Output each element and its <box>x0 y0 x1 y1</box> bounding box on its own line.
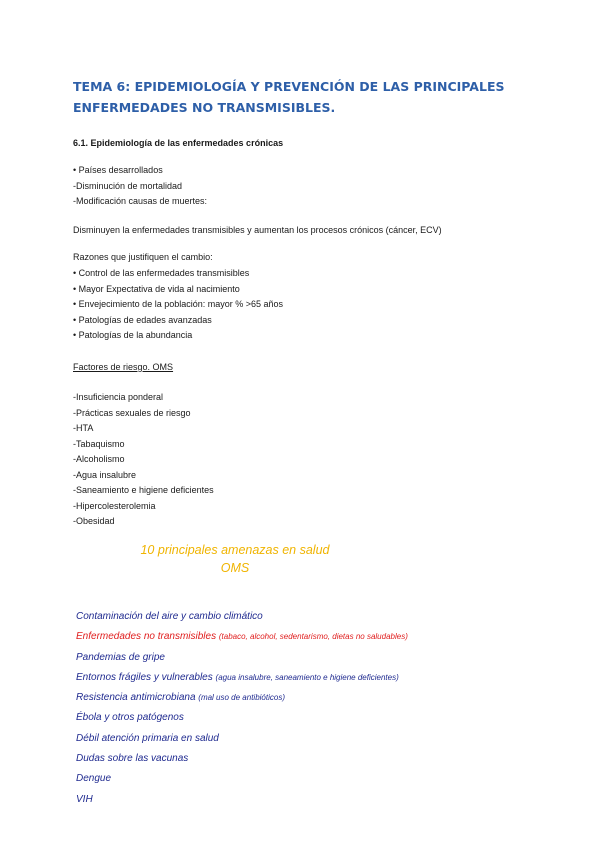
threats-callout <box>130 541 340 577</box>
reasons-list <box>73 266 283 344</box>
list-item: -Alcoholismo <box>73 454 125 464</box>
paragraph: Disminuyen la enfermedades transmisibles y aumentan los procesos crónicos (cáncer, ECV) <box>73 225 442 235</box>
list-item: • Envejecimiento de la población: mayor % >65 años <box>73 299 284 309</box>
list-item: -Saneamiento e higiene deficientes <box>73 485 214 495</box>
callout-line-2: OMS <box>220 561 250 575</box>
factors-heading: Factores de riesgo. OMS <box>73 362 174 372</box>
list-item: -Tabaquismo <box>73 438 125 449</box>
list-item: -Prácticas sexuales de riesgo <box>73 407 191 418</box>
threat-item: VIH <box>76 793 93 805</box>
list-item: -Modificación causas de muertes: <box>73 196 208 206</box>
list-item: -Hipercolesterolemia <box>73 500 156 511</box>
threat-item: Contaminación del aire y cambio climático <box>76 611 263 622</box>
list-item: • Mayor Expectativa de vida al nacimiento <box>73 283 240 294</box>
threat-item: Pandemias de gripe <box>76 651 165 663</box>
threat-item: Dengue <box>76 773 112 785</box>
page-title-line-2: ENFERMEDADES NO TRANSMISIBLES. <box>73 100 336 115</box>
reasons-heading: Razones que justifiquen el cambio: <box>73 252 213 262</box>
page-title <box>73 76 533 118</box>
callout-line-1: 10 principales amenazas en salud <box>140 543 330 557</box>
threat-item: Dudas sobre las vacunas <box>76 753 189 765</box>
threat-item: Resistencia antimicrobiana (mal uso de antibióticos) <box>76 692 285 704</box>
threat-item: Enfermedades no transmisibles (tabaco, alcohol, sedentarismo, dietas no saludables) <box>76 631 408 643</box>
threat-item: Entornos frágiles y vulnerables (agua insalubre, saneamiento e higiene deficientes) <box>76 671 399 683</box>
list-item: • Países desarrollados <box>73 165 163 175</box>
list-item: • Patologías de la abundancia <box>73 330 193 340</box>
list-item: -Agua insalubre <box>73 469 137 480</box>
page-title-line-1: TEMA 6: EPIDEMIOLOGÍA Y PREVENCIÓN DE LAS PRINCIPALES <box>73 79 505 94</box>
list-item: -Obesidad <box>73 516 115 526</box>
list-item: • Control de las enfermedades transmisibles <box>73 268 250 278</box>
list-item: • Patologías de edades avanzadas <box>73 314 212 325</box>
threat-note: (agua insalubre, saneamiento e higiene deficientes) <box>215 672 399 682</box>
threats-list <box>76 607 408 810</box>
list-item: -Insuficiencia ponderal <box>73 392 164 402</box>
list-item: -Disminución de mortalidad <box>73 180 183 191</box>
factors-list <box>73 390 214 530</box>
threat-note: (mal uso de antibióticos) <box>198 693 285 703</box>
threat-item: Débil atención primaria en salud <box>76 732 219 744</box>
list-item: -HTA <box>73 423 94 433</box>
section-heading: 6.1. Epidemiología de las enfermedades crónicas <box>73 138 284 148</box>
threat-item: Ébola y otros patógenos <box>76 712 184 724</box>
intro-list <box>73 163 207 210</box>
threat-note: (tabaco, alcohol, sedentarismo, dietas no saludables) <box>218 632 408 642</box>
